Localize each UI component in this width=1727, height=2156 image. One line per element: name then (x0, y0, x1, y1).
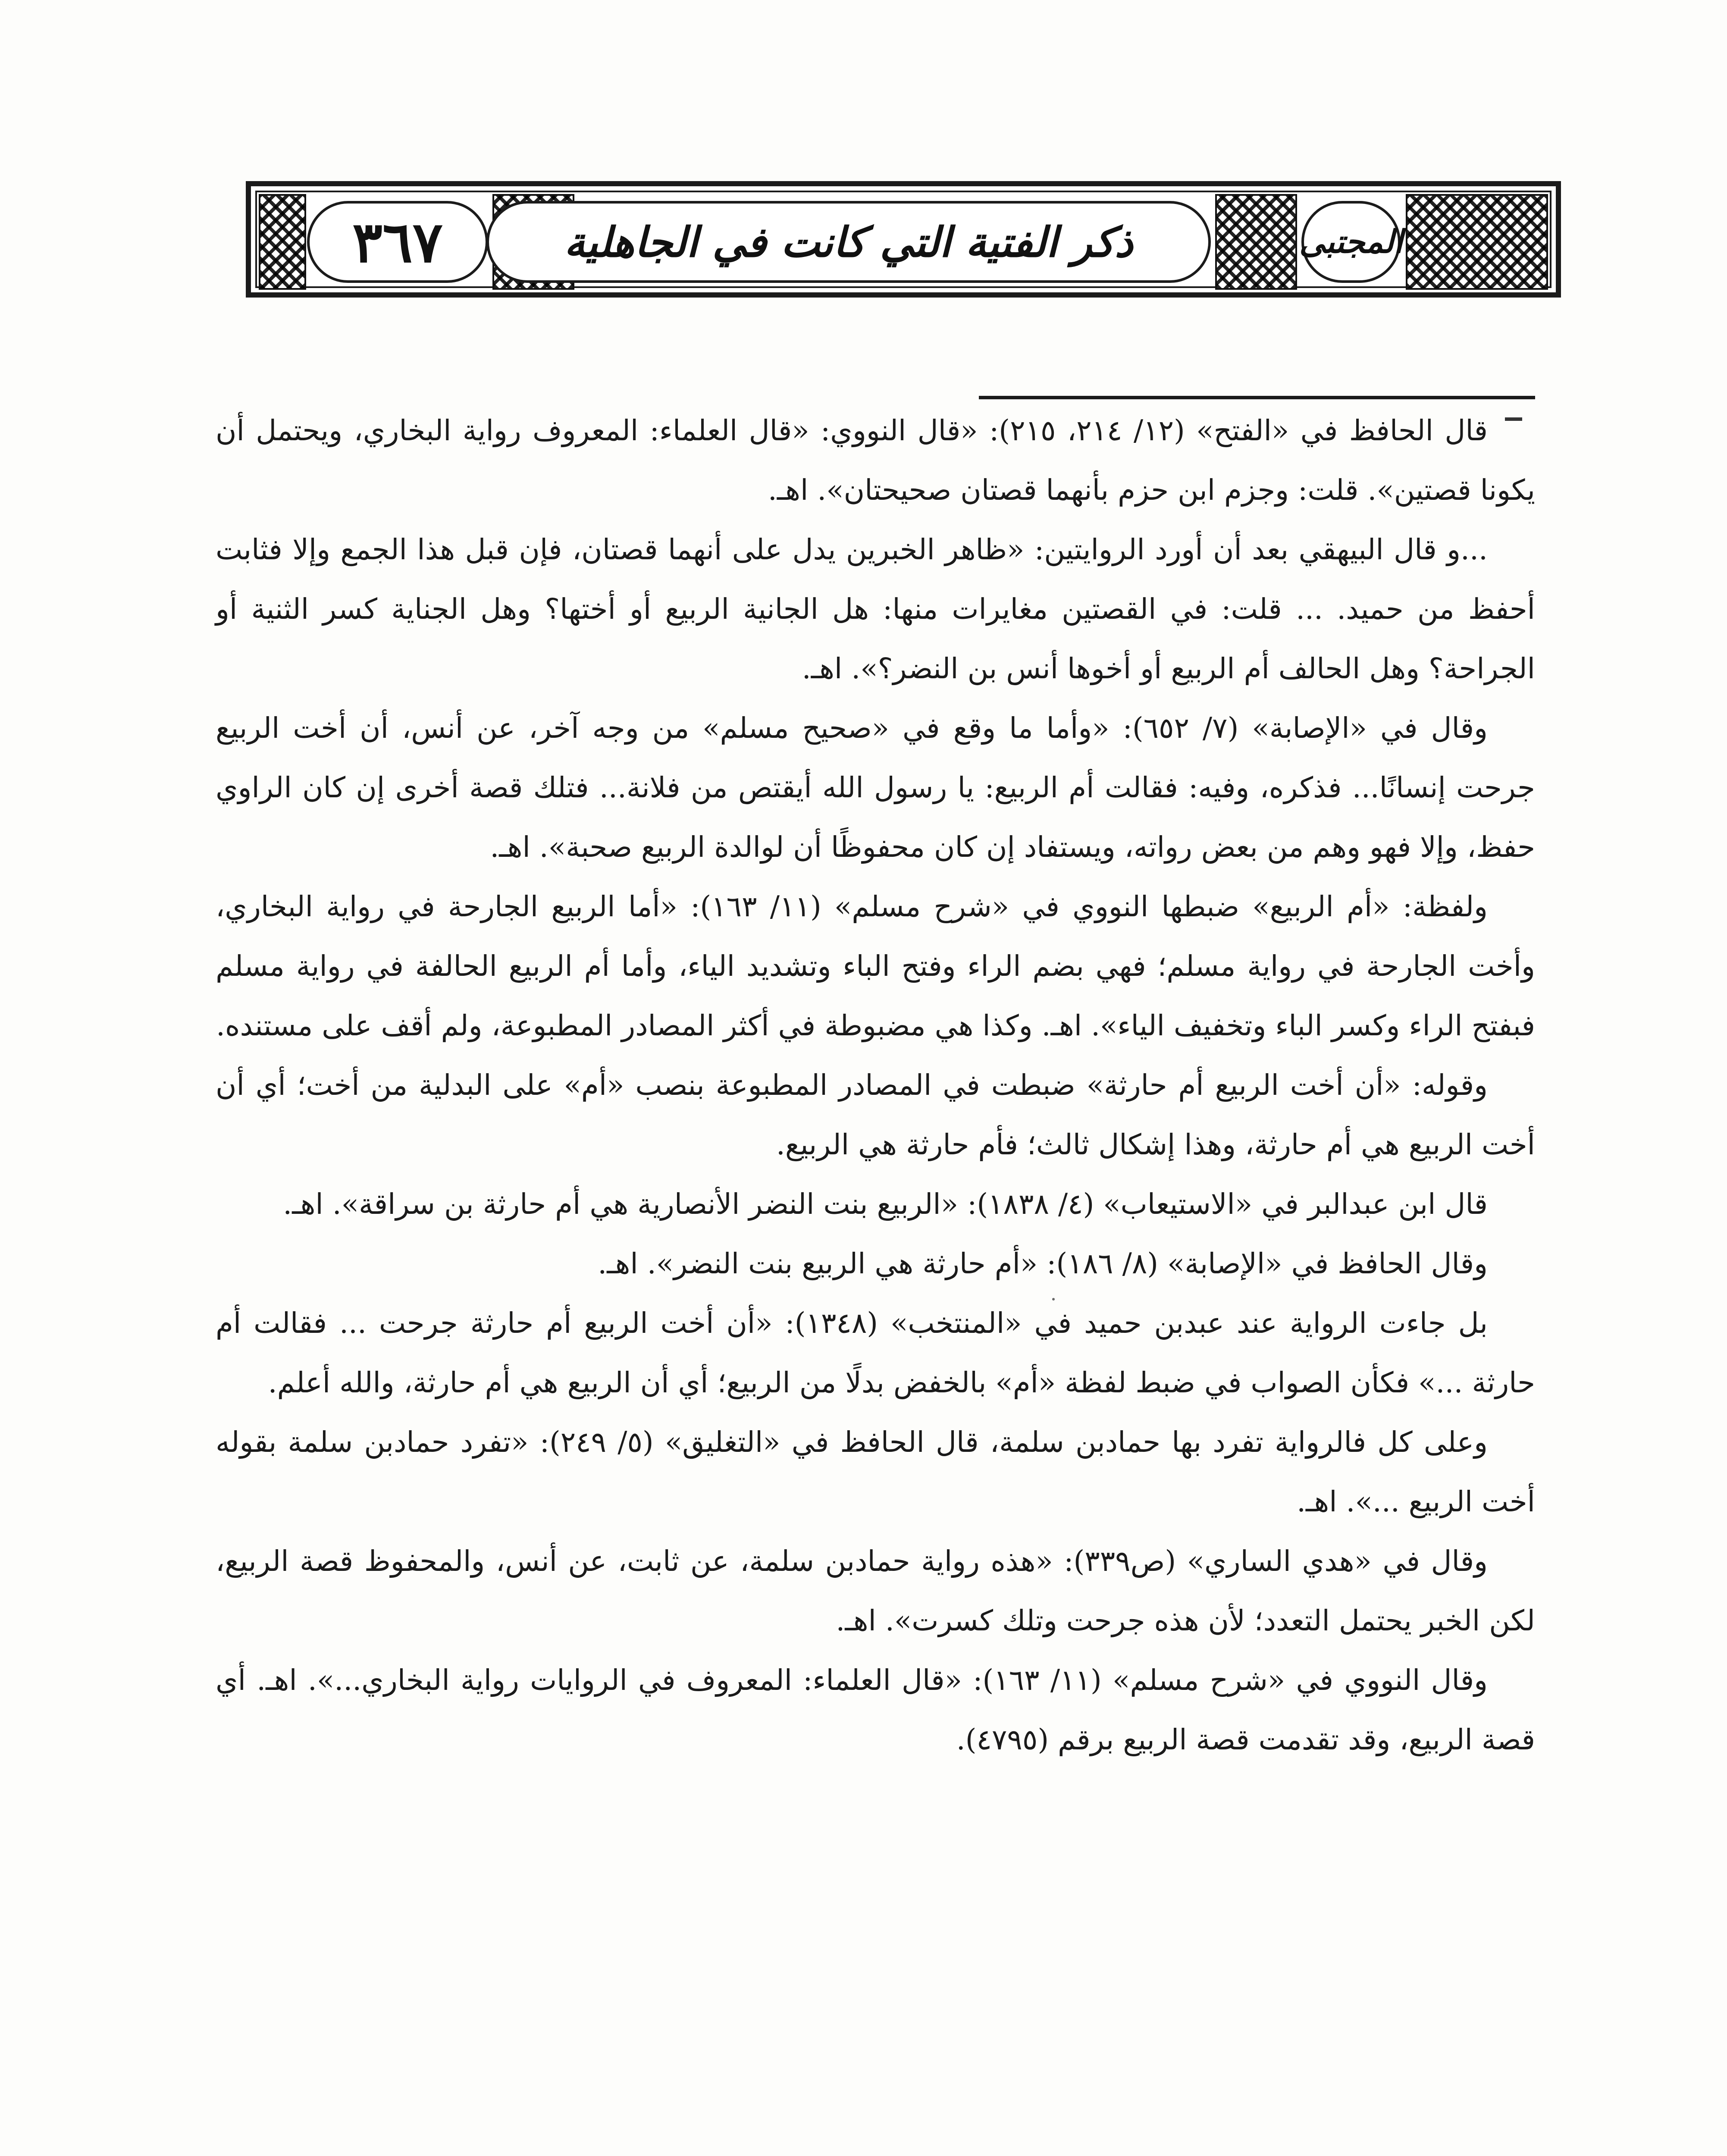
header-ornament-right (1406, 194, 1548, 290)
paragraph: قال الحافظ في «الفتح» (١٢/ ٢١٤، ٢١٥): «قال النووي: «قال العلماء: المعروف رواية البخاري، ويحتمل أن يكونا قصتين». قلت: وجزم ابن حزم بأنهما قصتان صحيحتان». اهـ. (216, 414, 1535, 507)
paragraph: وقوله: «أن أخت الربيع أم حارثة» ضبطت في المصادر المطبوعة بنصب «أم» على البدلية من أخت؛ أي أن أخت الربيع هي أم حارثة، وهذا إشكال ثالث؛ فأم حارثة هي الربيع. (216, 1069, 1535, 1161)
scan-speck (1052, 1298, 1055, 1300)
page-number: ٣٦٧ (352, 209, 443, 275)
running-title: ذكر الفتية التي كانت في الجاهلية (564, 217, 1133, 266)
paragraph: ولفظة: «أم الربيع» ضبطها النووي في «شرح مسلم» (١١/ ١٦٣): «أما الربيع الجارحة في رواية البخاري، وأخت الجارحة في رواية مسلم؛ فهي بضم الراء وفتح الباء وتشديد الياء، وأما أم الربيع الحالفة في رواية مسلم فبفتح الراء وكسر الباء وتخفيف الياء». اهـ. وكذا هي مضبوطة في أكثر المصادر المطبوعة، ولم أقف على مستنده. (216, 890, 1535, 1042)
header-ornament-left (259, 194, 306, 290)
ornamental-header (246, 181, 1561, 298)
paragraph: وقال الحافظ في «الإصابة» (٨/ ١٨٦): «أم حارثة هي الربيع بنت النضر». اهـ. (598, 1247, 1488, 1280)
paragraph: وقال في «الإصابة» (٧/ ٦٥٢): «وأما ما وقع في «صحيح مسلم» من وجه آخر، عن أنس، أن أخت الربيع جرحت إنسانًا... فذكره، وفيه: فقالت أم الربيع: يا رسول الله أيقتص من فلانة... فتلك قصة أخرى إن كان الراوي حفظ، وإلا فهو وهم من بعض رواته، ويستفاد إن كان محفوظًا أن لوالدة الربيع صحبة». اهـ. (216, 711, 1535, 864)
paragraph: ...و قال البيهقي بعد أن أورد الروايتين: «ظاهر الخبرين يدل على أنهما قصتان، فإن قبل هذا الجمع وإلا فثابت أحفظ من حميد. ... قلت: في القصتين مغايرات منها: هل الجانية الربيع أو أختها؟ وهل الجناية كسر الثنية أو الجراحة؟ وهل الحالف أم الربيع أو أخوها أنس بن النضر؟». اهـ. (216, 533, 1535, 685)
footnote-body (216, 401, 1535, 1770)
paragraph: قال ابن عبدالبر في «الاستيعاب» (٤/ ١٨٣٨): «الربيع بنت النضر الأنصارية هي أم حارثة بن سراقة». اهـ. (283, 1188, 1488, 1221)
paragraph: بل جاءت الرواية عند عبدبن حميد في «المنتخب» (١٣٤٨): «أن أخت الربيع أم حارثة جرحت ... فقالت أم حارثة ...» فكأن الصواب في ضبط لفظة «أم» بالخفض بدلًا من الربيع؛ أي أن الربيع هي أم حارثة، والله أعلم. (216, 1307, 1535, 1399)
book-name-cartouche (1301, 201, 1401, 283)
book-name: المجتبى (1299, 223, 1403, 260)
paragraph: وعلى كل فالرواية تفرد بها حمادبن سلمة، قال الحافظ في «التغليق» (٥/ ٢٤٩): «تفرد حمادبن سلمة بقوله أخت الربيع ...». اهـ. (216, 1426, 1535, 1518)
running-title-cartouche (486, 201, 1211, 283)
paragraph: وقال النووي في «شرح مسلم» (١١/ ١٦٣): «قال العلماء: المعروف في الروايات رواية البخاري...». اهـ. أي قصة الربيع، وقد تقدمت قصة الربيع برقم (٤٧٩٥). (216, 1664, 1535, 1756)
paragraph: وقال في «هدي الساري» (ص٣٣٩): «هذه رواية حمادبن سلمة، عن ثابت، عن أنس، والمحفوظ قصة الربيع، لكن الخبر يحتمل التعدد؛ لأن هذه جرحت وتلك كسرت». اهـ. (216, 1545, 1535, 1637)
page-number-cartouche (307, 201, 488, 283)
footnote-rule (979, 396, 1535, 399)
header-ornament-mid-right (1215, 194, 1297, 290)
